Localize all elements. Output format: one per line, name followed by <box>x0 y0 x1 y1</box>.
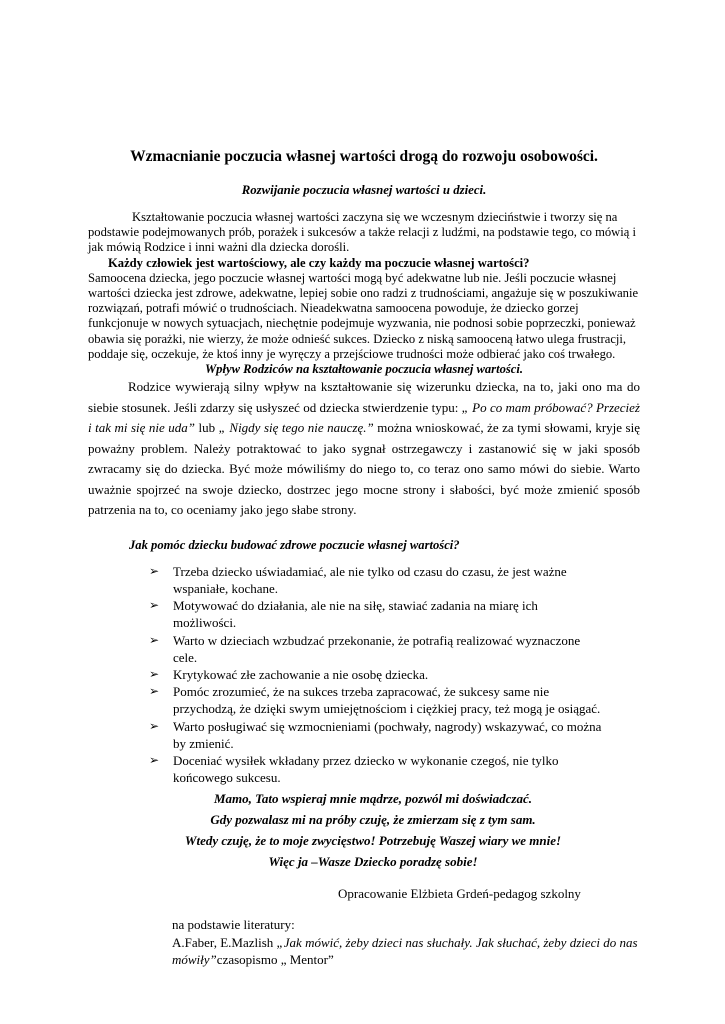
author-credit: Opracowanie Elżbieta Grdeń-pedagog szkolny <box>338 886 581 902</box>
literature-authors: A.Faber, E.Mazlish <box>172 934 277 950</box>
list-item: ➢ Pomóc zrozumieć, że na sukces trzeba zapracować, że sukcesy same nie przychodzą, że dzięki swym umiejętnościom i ciężkiej pracy, też mogą je osiągać. <box>149 684 601 717</box>
list-item: ➢ Doceniać wysiłek wkładany przez dziecko w wykonanie czegoś, nie tylko końcowego sukcesu. <box>149 752 559 786</box>
poem-line: Więc ja –Wasze Dziecko poradzę sobie! <box>268 854 478 870</box>
literature-reference <box>172 934 642 969</box>
parents-lub: lub <box>195 420 219 436</box>
arrowhead-bullet-icon: ➢ <box>149 752 160 767</box>
intro-paragraph: Kształtowanie poczucia własnej wartości zaczyna się we wczesnym dzieciństwie i tworzy się na podstawie podejmowanych prób, porażek i sukcesów a także relacji z ludźmi, na podstawie tego, co mówią i jak mówią Rodzice i inni ważni dla dziecka dorośli. <box>88 210 637 255</box>
list-item: ➢ Warto posługiwać się wzmocnieniami (pochwały, nagrody) wskazywać, co można by zmienić. <box>149 718 602 751</box>
how-heading: Jak pomóc dziecku budować zdrowe poczucie własnej wartości? <box>129 537 460 552</box>
arrowhead-bullet-icon: ➢ <box>149 598 160 613</box>
parents-text-1: Rodzice wywierają silny wpływ na kształtowanie się wizerunku dziecka, na to, jaki ono ma do siebie stosunek. Jeśli zdarzy się usłyszeć od dziecka stwierdzenie typu: <box>88 379 640 415</box>
literature-label: na podstawie literatury: <box>172 917 295 933</box>
literature-title: „Jak mówić, żeby dzieci nas słuchały. Jak słuchać, żeby dzieci do nas mówiły” <box>172 934 638 968</box>
poem <box>88 788 640 872</box>
list-item: ➢ Warto w dzieciach wzbudzać przekonanie, że potrafią realizować wyznaczone cele. <box>149 632 581 665</box>
literature-periodical: czasopismo „ Mentor” <box>216 952 334 968</box>
list-item: ➢ Krytykować złe zachowanie a nie osobę dziecka. <box>149 666 429 682</box>
list-item: ➢ Trzeba dziecko uświadamiać, ale nie tylko od czasu do czasu, że jest ważne wspaniałe, kochane. <box>149 563 567 596</box>
parents-paragraph <box>88 377 640 521</box>
document-subtitle: Rozwijanie poczucia własnej wartości u dzieci. <box>241 183 487 197</box>
parents-text-2: można wnioskować, że za tymi słowami, kryje się poważny problem. Należy potraktować to jako sygnał ostrzegawczy i zastanowić się w jaki sposób zwracamy się do dziecka. Być może mówiliśmy do niego to, co teraz ono samo mówi do siebie. Warto uważnie spojrzeć na swoje dziecko, dostrzec jego mocne strony i słabości, być może zmienić sposób patrzenia na to, co oceniamy jako jego słabe strony. <box>88 420 640 518</box>
advice-list <box>88 563 604 787</box>
list-item: ➢ Motywować do działania, ale nie na siłę, stawiać zadania na miarę ich możliwości. <box>149 598 538 631</box>
parents-heading: Wpływ Rodziców na kształtowanie poczucia własnej wartości. <box>204 362 524 377</box>
poem-line: Mamo, Tato wspieraj mnie mądrze, pozwól mi doświadczać. <box>213 791 533 807</box>
self-esteem-paragraph: Samoocena dziecka, jego poczucie własnej wartości mogą być adekwatne lub nie. Jeśli poczucie własnej wartości dziecka jest zdrowe, adekwatne, lepiej sobie ono radzi z trudnościami, angażuje się w poszukiwanie rozwiązań, potrafi mówić o trudnościach. Nieadekwatna samoocena powoduje, że dziecko gorzej funkcjonuje w nowych sytuacjach, niechętnie podejmuje wyzwania, nie podnosi sobie poprzeczki, ponieważ obawia się porażki, nie wierzy, że może odnieść sukces. Dziecko z niską samooceną łatwo ulega frustracji, poddaje się, oczekuje, że ktoś inny je wyręczy a przejściowe trudności może odbierać jako coś trwałego. <box>88 270 639 361</box>
parents-quote-2: „ Nigdy się tego nie nauczę.” <box>218 420 374 436</box>
document-title: Wzmacnianie poczucia własnej wartości drogą do rozwoju osobowości. <box>130 148 598 165</box>
arrowhead-bullet-icon: ➢ <box>149 666 160 681</box>
arrowhead-bullet-icon: ➢ <box>149 563 160 578</box>
literature-note <box>172 916 642 969</box>
arrowhead-bullet-icon: ➢ <box>149 684 160 699</box>
poem-line: Gdy pozwalasz mi na próby czuję, że zmierzam się z tym sam. <box>210 812 536 828</box>
arrowhead-bullet-icon: ➢ <box>149 718 160 733</box>
poem-line: Wtedy czuję, że to moje zwycięstwo! Potrzebuję Waszej wiary we mnie! <box>184 833 562 849</box>
document-page <box>88 148 640 969</box>
parents-quote-1: „ Po co mam próbować? Przecież i tak mi się nie uda” <box>88 399 640 436</box>
arrowhead-bullet-icon: ➢ <box>149 632 160 647</box>
question-heading: Każdy człowiek jest wartościowy, ale czy każdy ma poczucie własnej wartości? <box>108 255 530 270</box>
